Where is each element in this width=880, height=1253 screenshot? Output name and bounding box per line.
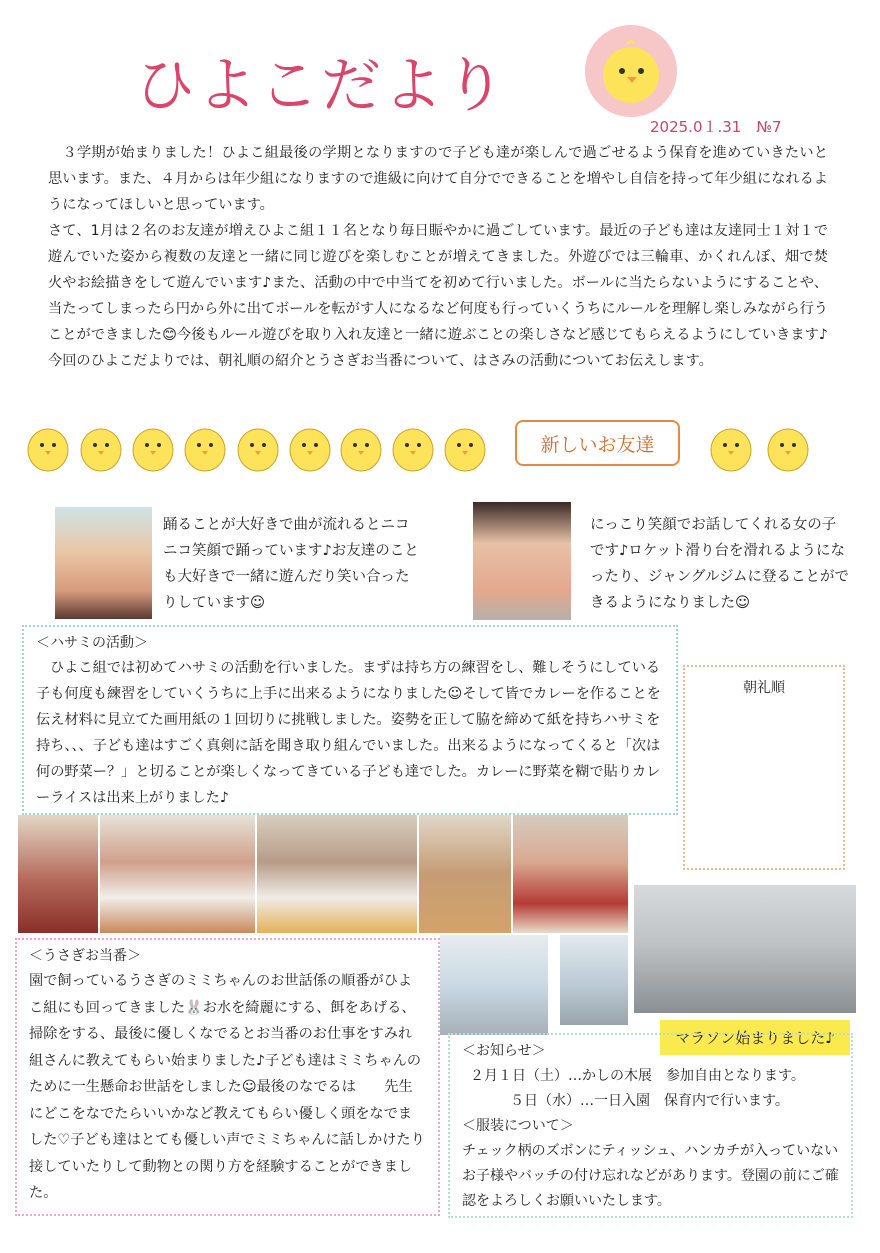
rabbit-duty-body: 園で飼っているうさぎのミミちゃんのお世話係の順番がひよこ組にも回ってきました🐰お水を綺麗にする、餌をあげる、掃除をする、最後に優しくなでるとお当番のお仕事をすみれ組さんに教えてもらい始まりました♪子ども達はミミちゃんのために一生懸命お世話をしました☺最後のなでるは 先生にどこをなでたらいいかなど教えてもらい優しく頭をなでました♡子ども達はとても優しい声でミミちゃんに話しかけたり接していたりして動物との関り方を経験することができました。: [29, 973, 425, 1201]
notice-heading: ＜お知らせ＞: [462, 1043, 546, 1059]
newsletter-title: ひよこだより: [135, 51, 507, 121]
chick-icon: [285, 420, 335, 475]
notice-section: [448, 1033, 853, 1218]
scissors-section: [22, 625, 678, 815]
issue-date: 2025.0１.31 №7: [650, 118, 782, 136]
activity-photo: [419, 815, 511, 933]
activity-photo: [257, 815, 417, 933]
friend-photo-2: [473, 502, 571, 620]
activity-photo: [513, 815, 628, 933]
chick-icon: [763, 420, 813, 475]
clothes-heading: ＜服装について＞: [462, 1118, 574, 1134]
marathon-label: マラソン始まりました♪: [660, 1020, 850, 1055]
scissors-body: ひよこ組では初めてハサミの活動を行いました。まずは持ち方の練習をし、難しそうにしている子も何度も練習をしていくうちに上手に出来るようになりました☺そして皆でカレーを作ることを伝え材料に見立てた画用紙の１回切りに挑戦しました。姿勢を正して脇を締めて紙を持ちハサミを持ち、、、子ども達はすごく真剣に話を聞き取り組んでいました。出来るようになってくると「次は何の野菜ー？」と切ることが楽しくなってきている子ども達でした。カレーに野菜を糊で貼りカレーライスは出来上がりました♪: [36, 660, 661, 806]
new-friends-label: 新しいお友達: [515, 420, 680, 466]
chick-icon: [336, 420, 386, 475]
marathon-photo: [634, 885, 856, 1013]
intro-paragraph-2: さて、1月は２名のお友達が増えひよこ組１１名となり毎日賑やかに過ごしています。最近の子ども達は友達同士１対１で遊んでいた姿から複数の友達と一緒に同じ遊びを楽しむことが増えてきました。外遊びでは三輪車、かくれんぼ、畑で焚火やお絵描きをして遊んでいます♪また、活動の中で中当てを初めて行いました。ボールに当たらないようにすることや、当たってしまったら円から外に出てボールを転がす人になるなど何度も行っていくうちにルールを理解し楽しみながら行うことができました😊今後もルール遊びを取り入れ友達と一緒に遊ぶことの楽しさなど感じてもらえるようにしていきます♪今回のひよこだよりでは、朝礼順の紹介とうさぎお当番について、はさみの活動についてお伝えします。: [48, 223, 828, 369]
rabbit-duty-section: [15, 938, 440, 1216]
chick-icon: [76, 420, 126, 475]
chick-icon: [440, 420, 490, 475]
friend-photo-1: [55, 507, 152, 619]
chick-icon: [388, 420, 438, 475]
chick-icon: [706, 420, 756, 475]
activity-photo: [100, 815, 255, 933]
marathon-photo-small-1: [440, 935, 548, 1035]
clothes-body: チェック柄のズボンにティッシュ、ハンカチが入っていないお子様やバッチの付け忘れなどがあります。登園の前にご確認をよろしくお願いいたします。: [462, 1143, 839, 1209]
chorei-label: 朝礼順: [743, 680, 785, 696]
notice-line-2: ５日（水）…一日入園 保育内で行います。: [510, 1093, 789, 1109]
chick-icon: [128, 420, 178, 475]
chick-decoration-row: [18, 412, 878, 482]
chick-icon: [180, 420, 230, 475]
chorei-box: [683, 665, 845, 870]
chick-logo-icon: [585, 25, 677, 117]
rabbit-duty-heading: ＜うさぎお当番＞: [29, 948, 141, 964]
friend-description-1: 踊ることが大好きで曲が流れるとニコニコ笑顔で踊っています♪お友達のことも大好きで一緒に遊んだり笑い合ったりしています☺: [163, 517, 419, 611]
scissors-heading: ＜ハサミの活動＞: [36, 635, 148, 651]
chick-icon: [233, 420, 283, 475]
friend-description-2: にっこり笑顔でお話してくれる女の子です♪ロケット滑り台を滑れるようになったり、ジャングルジムに登ることができるようになりました☺: [590, 517, 850, 611]
intro-text: [48, 140, 828, 374]
chick-icon: [23, 420, 73, 475]
marathon-photo-small-2: [560, 935, 628, 1025]
notice-line-1: ２月１日（土）…かしの木展 参加自由となります。: [470, 1068, 805, 1084]
intro-paragraph-1: ３学期が始まりました！ひよこ組最後の学期となりますので子ども達が楽しんで過ごせるよう保育を進めていきたいと思います。また、４月からは年少組になりますので進級に向けて自分でできることを増やし自信を持って年少組になれるようになってほしいと思っています。: [48, 145, 828, 213]
activity-photo: [18, 815, 98, 933]
